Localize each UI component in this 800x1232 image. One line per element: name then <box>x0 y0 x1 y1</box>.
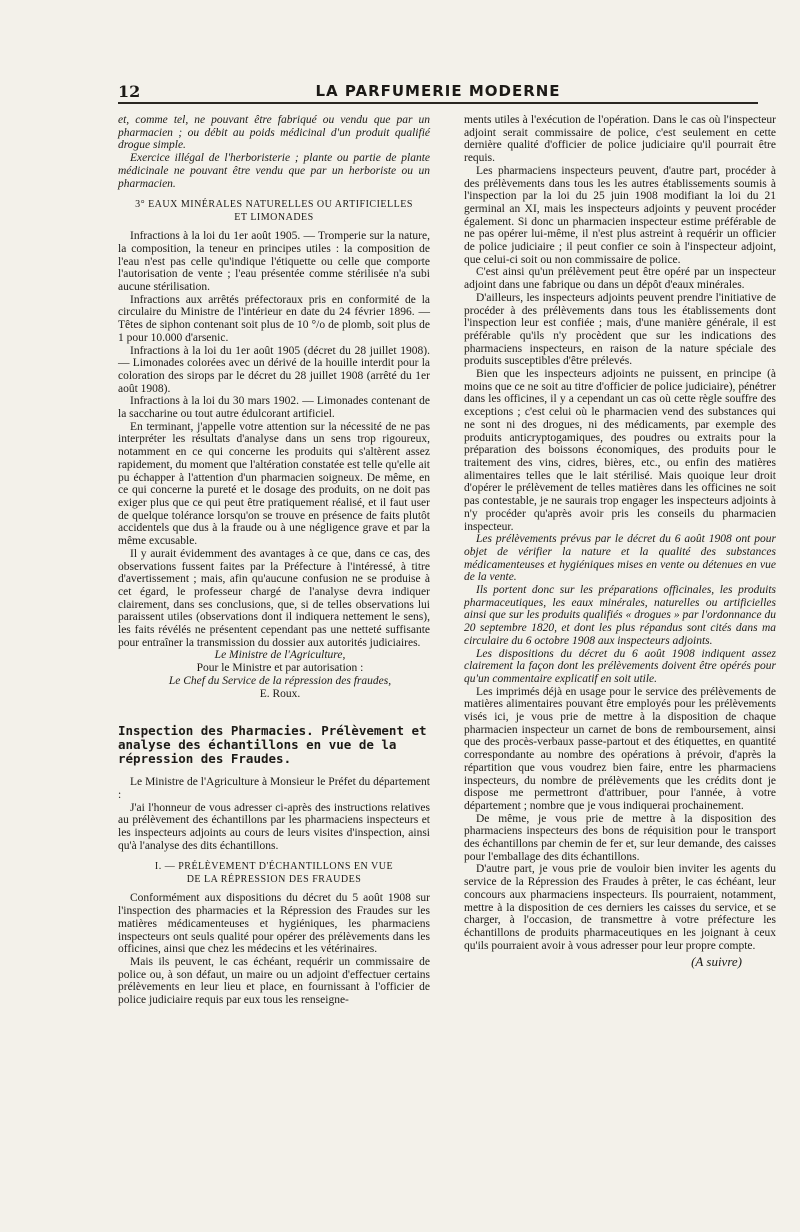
section-heading-line: ET LIMONADES <box>234 212 314 224</box>
paragraph: Infractions à la loi du 1er août 1905 (décret du 28 juillet 1908). — Limonades colorées avec un dérivé de la houille interdit pour la coloration des sirops par le décret du 28 juillet 1908 (arrêté du 1er août 1908). <box>118 344 430 395</box>
section-heading <box>118 860 430 886</box>
signature-line: Pour le Ministre et par autorisation : <box>196 662 364 675</box>
paragraph: Les prélèvements prévus par le décret du 6 août 1908 ont pour objet de vérifier la nature et la qualité des substances médicamenteuses et hygiéniques mises en vente ou détenues en vue de la vente. <box>464 533 776 584</box>
paragraph: D'autre part, je vous prie de vouloir bien inviter les agents du service de la Répression des Fraudes à prêter, le cas échéant, leur concours aux pharmaciens inspecteurs. Ils pourraient, notamment, mettre à la disposition de ces derniers les caisses du service, et se charger, à l'occasion, de transmettre à votre préfecture les échantillons de produits pharmaceutiques en les joignant à ceux qu'ils pourraient avoir à vous adresser pour leur propre compte. <box>464 863 776 952</box>
paragraph: Les pharmaciens inspecteurs peuvent, d'autre part, procéder à des prélèvements dans tous les les autres établissements soumis à l'inspection par la loi du 25 juin 1908 modifiant la loi du 21 germinal an XI, mais les inspecteurs adjoints y peuvent procéder également. Si donc un pharmacien inspecteur estime préférable de ne pas opérer lui-même, il n'est plus astreint à requérir un officier de police judiciaire ; il peut confier ce soin à l'inspecteur adjoint, que celui-ci soit ou non commissaire de police. <box>464 164 776 266</box>
paragraph: Ils portent donc sur les préparations officinales, les produits pharmaceutiques, les eaux minérales, naturelles ou artificielles ainsi que sur les produits qualifiés « drogues » par l'ordonnance du 20 septembre 1820, et dont les plus répandus sont cités dans ma circulaire du 6 octobre 1908 aux inspecteurs adjoints. <box>464 584 776 647</box>
paragraph: Bien que les inspecteurs adjoints ne puissent, en principe (à moins que ce ne soit au titre d'officier de police judiciaire), pénétrer dans les officines, il y a cependant un cas où cette règle souffre des exceptions ; c'est celui où le pharmacien vend des substances qui ne sont ni des drogues, ni des médicaments, par exemple des produits anticryptogamiques, des poudres ou extraits pour la préparation des boissons économiques, des produits pour le traitement des vins, cidres, bières, etc., ou enfin des matières alimentaires telles que le lait stérilisé. Mais quoique leur droit d'opérer le prélèvement de telles matières dans les officines ne soit pas contestable, je ne saurais trop engager les inspecteurs adjoints à n'y procéder qu'après avoir pris les conseils du pharmacien inspecteur. <box>464 368 776 533</box>
paragraph: Conformément aux dispositions du décret du 5 août 1908 sur l'inspection des pharmacies et la Répression des Fraudes sur les matières médicamenteuses et hygiéniques, les pharmaciens inspecteurs ont seuls qualité pour opérer des prélèvements dans les officines, ainsi que chez les médecins et les vétérinaires. <box>118 892 430 956</box>
paragraph: Le Ministre de l'Agriculture à Monsieur le Préfet du département : <box>118 776 430 801</box>
right-column <box>464 114 776 969</box>
left-column <box>118 114 430 1007</box>
paragraph: Mais ils peuvent, le cas échéant, requérir un commissaire de police ou, à son défaut, un maire ou un adjoint d'effectuer certains prélèvements en leur lieu et place, en fournissant à l'officier de police judiciaire requis par eux tous les renseigne- <box>118 955 430 1007</box>
continued-note: (A suivre) <box>691 954 742 970</box>
paragraph: Les imprimés déjà en usage pour le service des prélèvements de matières alimentaires pouvant être employés pour les prélèvements visés ici, je vous prie de mettre à la disposition de chaque pharmacien inspecteur un carnet de bons de remboursement, ainsi que des procès-verbaux passe-partout et des étiquettes, en quantité correspondante au nombre des opérations à prévoir, d'après la répartition que vous voudrez bien faire, entre les pharmaciens inspecteurs, du nombre de prélèvements que les crédits dont je dispose me permettront d'attribuer, pour l'année, à votre département ; nombre que je vous indiquerai prochainement. <box>464 685 776 812</box>
paragraph: De même, je vous prie de mettre à la disposition des pharmaciens inspecteurs des bons de réquisition pour le transport des échantillons par chemin de fer et, sur leur demande, des caisses pour l'emballage des dits échantillons. <box>464 812 776 863</box>
page-number: 12 <box>118 82 141 101</box>
paragraph: En terminant, j'appelle votre attention sur la nécessité de ne pas interpréter les résultats d'analyse dans un sens trop rigoureux, notamment en ce qui concerne les produits qui s'altèrent assez rapidement, du moment que l'altération constatée est telle qu'elle ait pu échapper à l'attention d'un pharmacien soigneux. De même, en ce qui concerne la pureté et le dosage des produits, on ne doit pas exiger plus que ce qui peut être pratiquement réalisé, et il faut user de quelque tolérance lorsqu'on se trouve en présence de faits plutôt accidentels que dus à la fraude ou à une négligence grave et par la même excusable. <box>118 420 430 548</box>
paragraph: J'ai l'honneur de vous adresser ci-après des instructions relatives au prélèvement des échantillons par les pharmaciens inspecteurs et les inspecteurs adjoints au cours de leurs visites d'inspection, ainsi qu'à l'analyse des dits échantillons. <box>118 801 430 852</box>
page-header <box>118 80 758 104</box>
section-heading-line: I. — PRÉLÈVEMENT D'ÉCHANTILLONS EN VUE <box>154 861 394 873</box>
paragraph: Infractions aux arrêtés préfectoraux pris en conformité de la circulaire du Ministre de l'intérieur en date du 24 février 1896. — Têtes de siphon contenant soit plus de 10 °/o de plomb, soit plus de 1 pour 10.000 d'arsenic. <box>118 293 430 344</box>
article-title: Inspection des Pharmacies. Prélèvement et analyse des échantillons en vue de la répression des Fraudes. <box>118 723 427 767</box>
paragraph: C'est ainsi qu'un prélèvement peut être opéré par un inspecteur adjoint dans une fabrique ou dans un dépôt d'eaux minérales. <box>464 266 776 292</box>
journal-title: LA PARFUMERIE MODERNE <box>315 82 561 100</box>
paragraph: et, comme tel, ne pouvant être fabriqué ou vendu que par un pharmacien ; ou débit au poids médicinal d'un produit qualifié drogue simple. <box>118 114 430 152</box>
signature-line: Le Chef du Service de la répression des fraudes, <box>168 674 392 687</box>
paragraph: ments utiles à l'exécution de l'opération. Dans le cas où l'inspecteur adjoint serait commissaire de police, c'est seulement en cette dernière qualité d'officier de police judiciaire qu'il pourrait être requis. <box>464 114 776 165</box>
section-heading-line: 3° EAUX MINÉRALES NATURELLES OU ARTIFICIELLES <box>135 199 413 211</box>
section-heading-line: DE LA RÉPRESSION DES FRAUDES <box>186 874 362 886</box>
section-heading <box>118 198 430 224</box>
paragraph: D'ailleurs, les inspecteurs adjoints peuvent prendre l'initiative de procéder à des prélèvements dans tous les établissements dont l'inspection leur est confiée ; mais, d'une manière générale, il est préférable qu'ils n'y procèdent que sur les indications des pharmaciens inspecteurs, en raison de la nature spéciale des produits susceptibles d'être prélevés. <box>464 291 776 368</box>
paragraph: Exercice illégal de l'herboristerie ; plante ou partie de plante médicinale ne pouvant être vendu que par un herboriste ou un pharmacien. <box>118 152 430 190</box>
paragraph: Infractions à la loi du 30 mars 1902. — Limonades contenant de la saccharine ou tout autre édulcorant artificiel. <box>118 395 430 421</box>
paragraph: Les dispositions du décret du 6 août 1908 indiquent assez clairement la façon dont les prélèvements doivent être opérés pour qu'un commentaire explicatif en soit utile. <box>464 647 776 685</box>
signature-name: E. Roux. <box>259 687 301 700</box>
signature-line: Le Ministre de l'Agriculture, <box>214 649 346 662</box>
paragraph: Il y aurait évidemment des avantages à ce que, dans ce cas, des observations fussent faites par la Préfecture à l'intéressé, à titre d'avertissement ; mais, afin qu'aucune confusion ne se produise à cet égard, le professeur chargé de l'analyse devra indiquer clairement, dans ses conclusions, que, si de telles observations lui paraissent utiles (observations dont il indiquera nettement le sens), les faits révélés ne présentent cependant pas une netteté suffisante pour entraîner la transmission du dossier aux autorités judiciaires. <box>118 547 430 649</box>
paragraph: Infractions à la loi du 1er août 1905. — Tromperie sur la nature, la composition, la teneur en principes utiles : la composition de l'eau n'est pas celle qu'indique l'étiquette ou celle que comporte l'autorisation de vente ; l'eau présentée comme stérilisée n'a subi aucune stérilisation. <box>118 230 430 294</box>
